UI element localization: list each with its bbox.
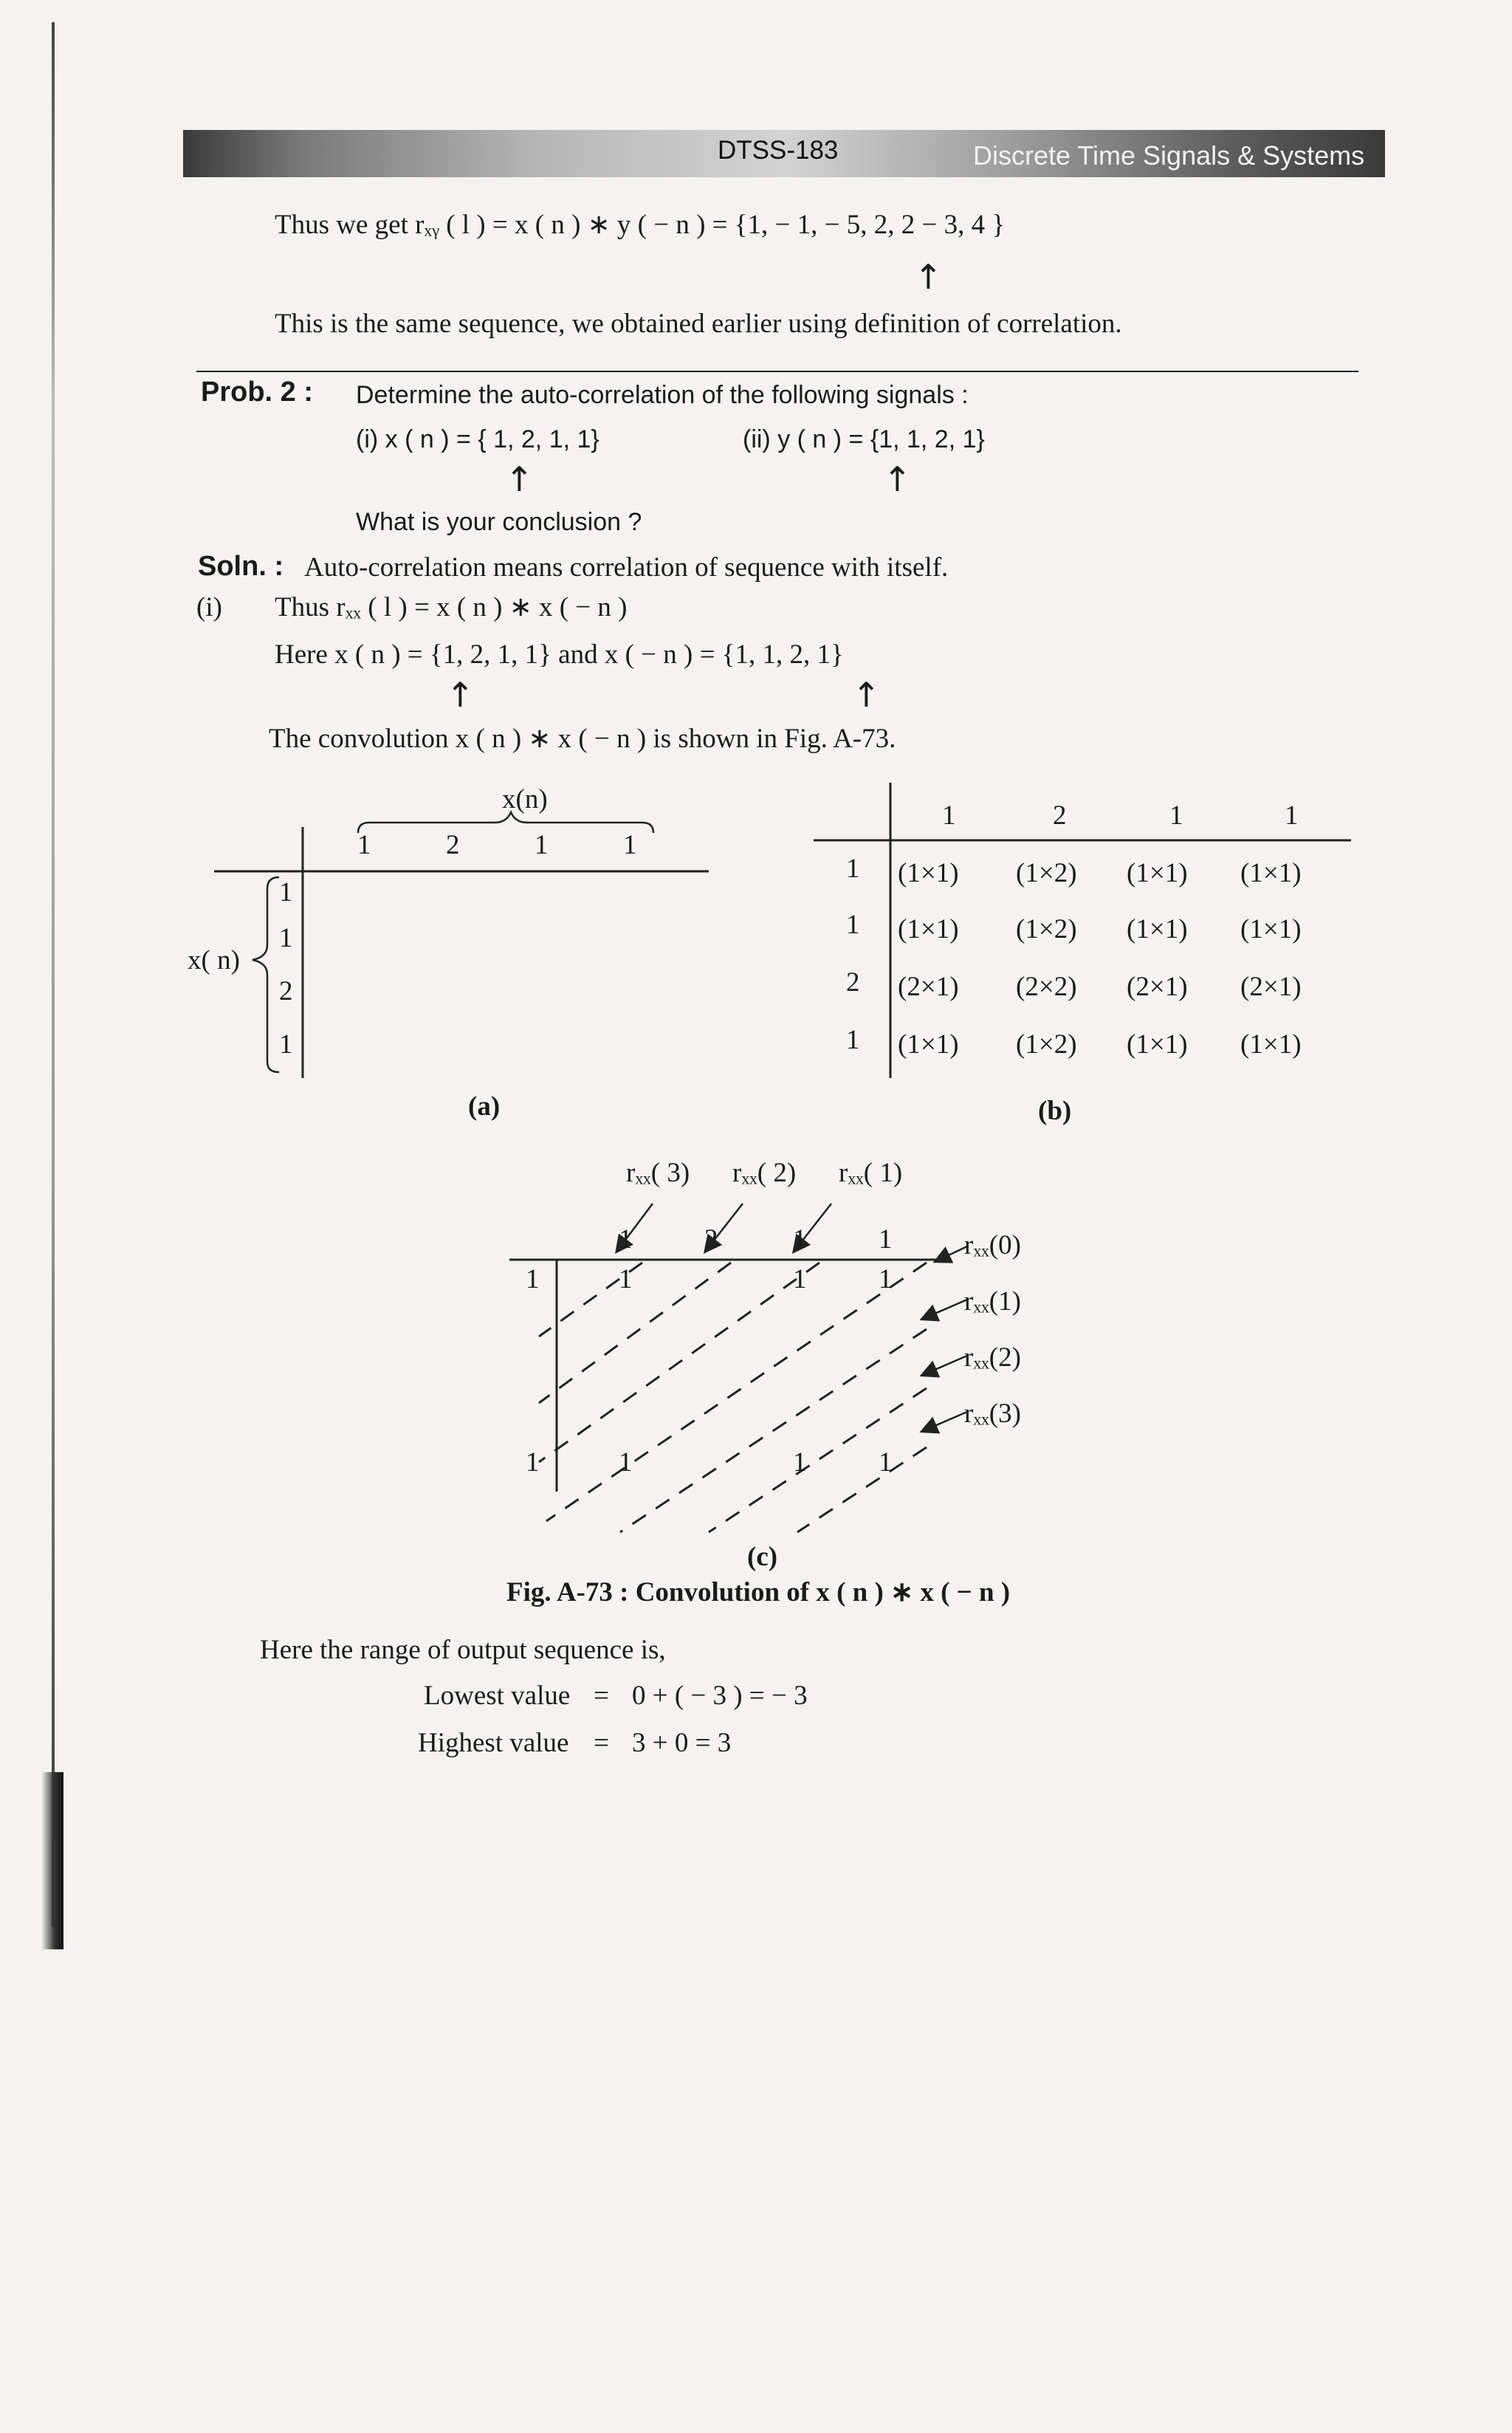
- fig-a-side-0: 1: [279, 877, 293, 907]
- fig-b-cell-1-0: (1×1): [898, 914, 959, 944]
- figure-title: Fig. A-73 : Convolution of x ( n ) ∗ x ( − n ): [506, 1577, 1011, 1607]
- arrow-rxx-2: [923, 1356, 967, 1375]
- up-arrow-icon: ↑: [505, 459, 534, 499]
- range-eq-high: =: [594, 1728, 609, 1758]
- page-edge-blot: [41, 1772, 63, 1949]
- problem-statement: Determine the auto-correlation of the following signals :: [356, 381, 969, 409]
- fig-a-top-0: 1: [357, 830, 371, 860]
- fig-b-cell-3-0: (1×1): [898, 1029, 959, 1060]
- fig-b-cell-3-1: (1×2): [1016, 1029, 1077, 1060]
- range-eq-low: =: [594, 1681, 609, 1711]
- fig-b-side-0: 1: [846, 854, 860, 884]
- fig-c-row4-2: 1: [879, 1447, 893, 1478]
- fig-a-top-label: x(n): [502, 784, 548, 814]
- fig-a-side-3: 1: [279, 1029, 293, 1060]
- fig-c-top-label-2: rₓₓ( 1): [839, 1158, 903, 1188]
- fig-b-cell-0-3: (1×1): [1240, 858, 1302, 888]
- up-arrow-icon: ↑: [446, 675, 475, 715]
- fig-b-cell-1-1: (1×2): [1016, 914, 1077, 944]
- fig-c-row1-1: 1: [793, 1264, 807, 1294]
- page-code: DTSS-183: [718, 136, 839, 165]
- intro-note: This is the same sequence, we obtained earlier using definition of correlation.: [275, 309, 1122, 339]
- fig-c-top-3: 1: [879, 1224, 893, 1255]
- fig-b-side-1: 1: [846, 910, 860, 940]
- up-arrow-icon: ↑: [852, 675, 881, 715]
- fig-b-cell-2-1: (2×2): [1016, 972, 1077, 1002]
- fig-a-top-2: 1: [535, 830, 549, 860]
- fig-c-row1-2: 1: [879, 1264, 893, 1294]
- fig-a-side-2: 2: [279, 976, 293, 1006]
- up-arrow-icon: ↑: [883, 459, 912, 499]
- fig-c-top-2: 1: [793, 1224, 807, 1255]
- fig-b-top-2: 1: [1169, 800, 1183, 831]
- range-high-label: Highest value: [418, 1728, 569, 1758]
- page-subject: Discrete Time Signals & Systems: [973, 140, 1365, 171]
- brace-left: [252, 877, 279, 1072]
- fig-b-top-0: 1: [942, 800, 956, 831]
- fig-c-row4-1: 1: [793, 1447, 807, 1478]
- fig-c-right-label-0: rₓₓ(0): [964, 1230, 1021, 1260]
- solution-label: Soln. :: [198, 551, 284, 582]
- fig-a-side-label: x( n): [188, 945, 240, 975]
- solution-line1: Thus rₓₓ ( l ) = x ( n ) ∗ x ( − n ): [275, 592, 628, 622]
- fig-b-cell-0-2: (1×1): [1127, 858, 1188, 888]
- fig-b-cell-2-3: (2×1): [1240, 972, 1302, 1002]
- intro-equation: Thus we get rₓᵧ ( l ) = x ( n ) ∗ y ( − n ) = {1, − 1, − 5, 2, 2 − 3, 4 }: [275, 210, 1006, 240]
- range-high-value: 3 + 0 = 3: [632, 1728, 732, 1758]
- fig-c-top-0: 1: [619, 1224, 633, 1255]
- solution-part: (i): [196, 592, 222, 622]
- fig-b-cell-0-1: (1×2): [1016, 858, 1077, 888]
- diagonal-lines: [539, 1263, 927, 1532]
- fig-c-right-label-2: rₓₓ(2): [964, 1342, 1021, 1373]
- up-arrow-icon: ↑: [914, 257, 943, 297]
- range-low-label: Lowest value: [424, 1681, 571, 1711]
- fig-b-side-2: 2: [846, 967, 860, 998]
- fig-b-cell-3-2: (1×1): [1127, 1029, 1188, 1060]
- fig-b-cell-2-2: (2×1): [1127, 972, 1188, 1002]
- page-edge-shadow: [52, 22, 55, 1927]
- signal-i: (i) x ( n ) = { 1, 2, 1, 1}: [356, 425, 599, 453]
- arrow-rxx0: [936, 1246, 967, 1261]
- fig-b-cell-1-2: (1×1): [1127, 914, 1188, 944]
- figure-a: [170, 783, 746, 1093]
- fig-c-side-1: 1: [526, 1447, 540, 1478]
- fig-a-caption: (a): [468, 1091, 501, 1122]
- fig-c-caption: (c): [747, 1542, 778, 1572]
- fig-b-cell-1-3: (1×1): [1240, 914, 1302, 944]
- problem-question: What is your conclusion ?: [356, 508, 642, 536]
- fig-c-top-1: 2: [704, 1224, 718, 1255]
- problem-label: Prob. 2 :: [201, 377, 314, 408]
- arrow-rxx-1: [923, 1300, 967, 1319]
- solution-line2: Here x ( n ) = {1, 2, 1, 1} and x ( − n ) = {1, 1, 2, 1}: [275, 639, 844, 670]
- fig-b-side-3: 1: [846, 1025, 860, 1055]
- arrow-rxx-3: [923, 1412, 967, 1431]
- fig-a-top-3: 1: [623, 830, 637, 860]
- fig-c-row1-0: 1: [619, 1264, 633, 1294]
- fig-b-cell-0-0: (1×1): [898, 858, 959, 888]
- section-divider: [196, 371, 1358, 372]
- fig-c-side-0: 1: [526, 1264, 540, 1294]
- fig-b-caption: (b): [1038, 1096, 1072, 1126]
- fig-b-top-3: 1: [1285, 800, 1299, 831]
- range-intro: Here the range of output sequence is,: [260, 1635, 666, 1665]
- fig-c-right-label-1: rₓₓ(1): [964, 1286, 1021, 1317]
- fig-a-side-1: 1: [279, 923, 293, 953]
- signal-ii: (ii) y ( n ) = {1, 1, 2, 1}: [743, 425, 985, 453]
- fig-a-top-1: 2: [446, 830, 460, 860]
- range-low-value: 0 + ( − 3 ) = − 3: [632, 1681, 808, 1711]
- fig-b-cell-3-3: (1×1): [1240, 1029, 1302, 1060]
- fig-c-top-label-1: rₓₓ( 2): [732, 1158, 797, 1188]
- fig-b-top-1: 2: [1053, 800, 1067, 831]
- fig-c-right-label-3: rₓₓ(3): [964, 1399, 1021, 1429]
- fig-c-row4-0: 1: [619, 1447, 633, 1478]
- fig-b-cell-2-0: (2×1): [898, 972, 959, 1002]
- solution-text: Auto-correlation means correlation of sequence with itself.: [304, 552, 949, 583]
- solution-line3: The convolution x ( n ) ∗ x ( − n ) is shown in Fig. A-73.: [269, 724, 896, 754]
- fig-c-top-label-0: rₓₓ( 3): [626, 1158, 690, 1188]
